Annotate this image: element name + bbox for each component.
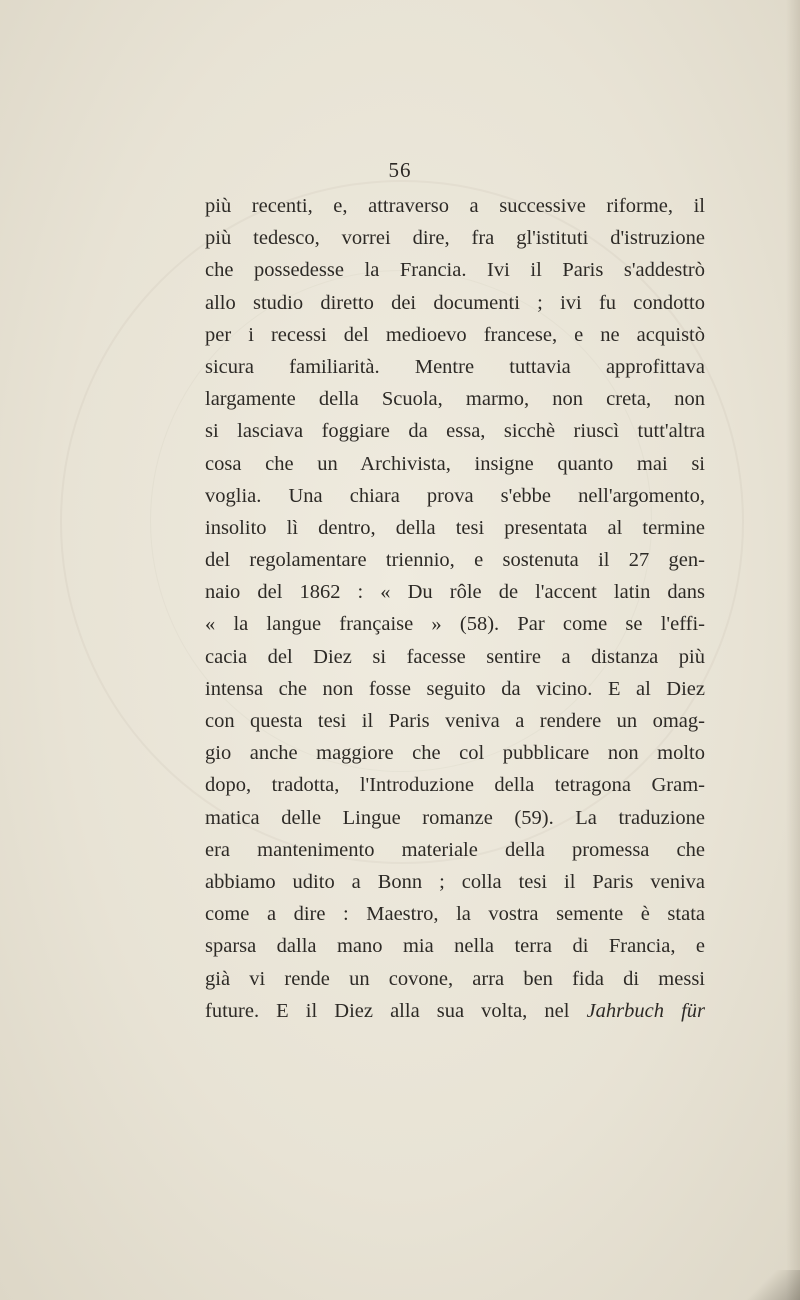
text-line: cosa che un Archivista, insigne quanto mai si xyxy=(205,452,705,475)
text-line: abbiamo udito a Bonn ; colla tesi il Paris veniva xyxy=(205,870,705,893)
text-line-last xyxy=(205,995,705,1027)
text-line: allo studio diretto dei documenti ; ivi fu condotto xyxy=(205,291,705,314)
text-line: naio del 1862 : « Du rôle de l'accent latin dans xyxy=(205,581,705,604)
text-line: per i recessi del medioevo francese, e ne acquistò xyxy=(205,323,705,346)
page-number: 56 xyxy=(388,158,412,182)
text-line: voglia. Una chiara prova s'ebbe nell'argomento, xyxy=(205,484,705,507)
last-line-italic: Jahrbuch für xyxy=(586,999,705,1022)
last-line-text: future. E il Diez alla sua volta, nel xyxy=(205,999,587,1022)
text-line: cacia del Diez si facesse sentire a distanza più xyxy=(205,645,705,668)
text-line: più tedesco, vorrei dire, fra gl'istituti d'istruzione xyxy=(205,227,705,250)
text-line: matica delle Lingue romanze (59). La traduzione xyxy=(205,806,705,829)
body-text xyxy=(205,190,705,1027)
text-line: del regolamentare triennio, e sostenuta il 27 gen- xyxy=(205,549,705,572)
text-line: era mantenimento materiale della promessa che xyxy=(205,838,705,861)
text-line: gio anche maggiore che col pubblicare non molto xyxy=(205,742,705,765)
text-line: si lasciava foggiare da essa, sicchè riuscì tutt'altra xyxy=(205,420,705,443)
text-line: più recenti, e, attraverso a successive riforme, il xyxy=(205,195,705,217)
text-line: dopo, tradotta, l'Introduzione della tetragona Gram- xyxy=(205,774,705,797)
page-corner-shade xyxy=(740,1270,800,1300)
text-line: già vi rende un covone, arra ben fida di messi xyxy=(205,967,705,990)
text-line: sparsa dalla mano mia nella terra di Francia, e xyxy=(205,935,705,958)
text-line: insolito lì dentro, della tesi presentata al termine xyxy=(205,516,705,539)
text-line: con questa tesi il Paris veniva a rendere un omag- xyxy=(205,710,705,732)
text-line: « la langue française » (58). Par come se l'effi- xyxy=(205,613,705,636)
text-line: che possedesse la Francia. Ivi il Paris s'addestrò xyxy=(205,259,705,282)
page-edge-shadow xyxy=(786,0,800,1300)
text-line: sicura familiarità. Mentre tuttavia approfittava xyxy=(205,355,705,378)
text-line: largamente della Scuola, marmo, non creta, non xyxy=(205,388,705,411)
text-line: come a dire : Maestro, la vostra semente è stata xyxy=(205,903,705,926)
text-line: intensa che non fosse seguito da vicino. E al Diez xyxy=(205,677,705,700)
